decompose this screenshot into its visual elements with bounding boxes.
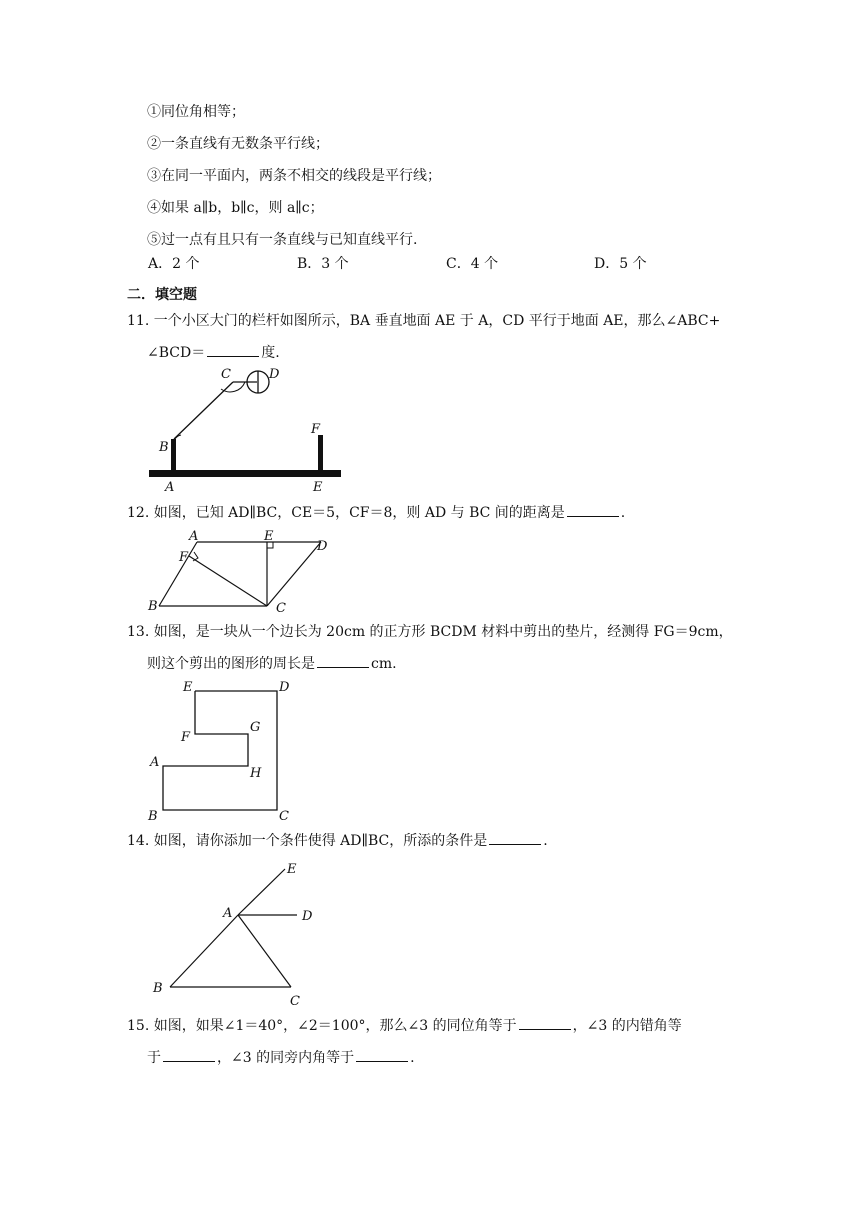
section-title: 二．填空题 <box>127 287 197 303</box>
q13-line2-b: cm. <box>371 656 397 672</box>
q14-label-d: D <box>302 909 313 924</box>
q12-label-f: F <box>179 550 189 565</box>
q11-line2-b: 度. <box>261 345 280 361</box>
q12-blank <box>567 502 619 517</box>
q11-label-c: C <box>221 367 231 382</box>
q15-blank-2 <box>163 1047 215 1062</box>
q14-label-b: B <box>153 981 163 996</box>
q15-line1 <box>127 1015 682 1036</box>
q12-label-d: D <box>317 539 328 554</box>
q15-blank-1 <box>519 1015 571 1030</box>
option-b: B．3 个 <box>297 256 349 272</box>
q13-label-h: H <box>250 766 262 781</box>
q12-label-c: C <box>276 601 286 616</box>
q13-line2-a: 则这个剪出的图形的周长是 <box>147 656 315 672</box>
option-c: C．4 个 <box>446 256 499 272</box>
q13-label-f: F <box>181 730 191 745</box>
q11-label-b: B <box>159 440 169 455</box>
q12-text-a: 12. 如图，已知 AD∥BC，CE＝5，CF＝8，则 AD 与 BC 间的距离是 <box>127 505 565 521</box>
q13-label-d: D <box>279 680 290 695</box>
q12-label-e: E <box>264 529 274 544</box>
q12-label-a: A <box>189 529 199 544</box>
q13-figure <box>145 676 305 826</box>
q14-blank <box>489 830 541 845</box>
q12-line <box>127 502 625 523</box>
q15-line1-a: 15. 如图，如果∠1＝40°，∠2＝100°，那么∠3 的同位角等于 <box>127 1018 517 1034</box>
q13-blank <box>317 653 369 668</box>
q13-label-e: E <box>183 680 193 695</box>
q15-line1-b: ，∠3 的内错角等 <box>572 1018 682 1034</box>
q11-line1: 11. 一个小区大门的栏杆如图所示，BA 垂直地面 AE 于 A，CD 平行于地面 AE，那么∠ABC+ <box>127 313 721 329</box>
statement-3: ③在同一平面内，两条不相交的线段是平行线； <box>147 168 441 184</box>
statement-5: ⑤过一点有且只有一条直线与已知直线平行. <box>147 232 418 248</box>
q15-line2-a: 于 <box>147 1050 161 1066</box>
q11-label-e: E <box>313 480 323 495</box>
q13-label-g: G <box>250 720 261 735</box>
q12-label-b: B <box>148 599 158 614</box>
q15-line2 <box>147 1047 415 1068</box>
q15-line2-b: ，∠3 的同旁内角等于 <box>217 1050 355 1066</box>
q11-blank <box>207 342 259 357</box>
q14-text-a: 14. 如图，请你添加一个条件使得 AD∥BC，所添的条件是 <box>127 833 488 849</box>
q14-label-a: A <box>223 906 233 921</box>
q15-line2-c: . <box>410 1050 415 1066</box>
q14-figure <box>145 855 325 1015</box>
q13-line2 <box>147 653 397 674</box>
q13-label-c: C <box>279 809 289 824</box>
q12-figure <box>145 528 345 618</box>
q13-label-a: A <box>150 755 160 770</box>
q15-blank-3 <box>356 1047 408 1062</box>
q14-label-c: C <box>290 994 300 1009</box>
option-a: A．2 个 <box>148 256 200 272</box>
q11-label-a: A <box>165 480 175 495</box>
q11-label-d: D <box>269 367 280 382</box>
q14-text-b: . <box>543 833 548 849</box>
q12-text-b: . <box>620 505 626 521</box>
q11-label-f: F <box>311 422 321 437</box>
q14-line <box>127 830 548 851</box>
q13-line1: 13. 如图，是一块从一个边长为 20cm 的正方形 BCDM 材料中剪出的垫片，经测得 FG＝9cm， <box>127 624 733 640</box>
statement-4: ④如果 a∥b，b∥c，则 a∥c； <box>147 200 324 216</box>
option-d: D．5 个 <box>594 256 647 272</box>
q13-label-b: B <box>148 809 158 824</box>
statement-1: ①同位角相等； <box>147 104 245 120</box>
statement-2: ②一条直线有无数条平行线； <box>147 136 329 152</box>
q11-line2-a: ∠BCD＝ <box>147 345 206 361</box>
q14-label-e: E <box>287 862 297 877</box>
q11-figure <box>145 365 345 495</box>
q11-line2 <box>147 342 280 363</box>
